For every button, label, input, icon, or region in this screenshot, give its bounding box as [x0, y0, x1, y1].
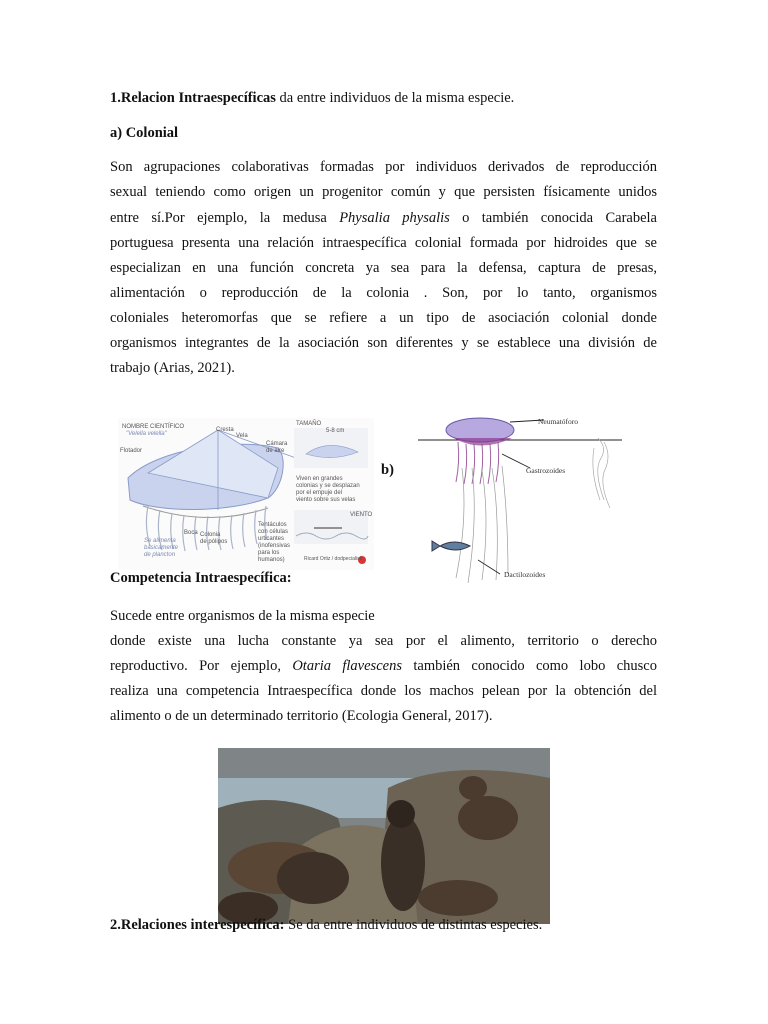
section1-heading-bold: 1.Relacion Intraespecíficas [110, 90, 276, 106]
competencia-heading [110, 566, 657, 592]
colonial-line-5: especializan en una función concreta ya sea para la defensa, captura de presas, [110, 260, 657, 276]
colonial-heading [110, 121, 657, 147]
colonial-line-3 [110, 206, 657, 232]
colonial-line-8: organismos integrantes de la asociación son diferentes y se establece una división de [110, 335, 657, 351]
label-neumatoforo: Neumatóforo [538, 417, 578, 426]
competencia-line-3-b: también conocido como lobo chusco [401, 658, 657, 674]
figure-credit: Ricard Ortiz / dodpecialisk [304, 556, 363, 562]
competencia-line-1: Sucede entre organismos de la misma especie [110, 608, 375, 624]
colonial-line-3-a: entre sí.Por ejemplo, la medusa [110, 210, 340, 226]
label-dactilozoides: Dactilozoides [504, 570, 546, 579]
colonial-line-9: trabajo (Arias, 2021). [110, 360, 235, 376]
competencia-line-3-a: reproductivo. Por ejemplo, [110, 658, 293, 674]
label-tentaculos: Tentáculos con células urticantes (inofensivas para los humanos) [258, 522, 291, 563]
colonial-line-1: Son agrupaciones colaborativas formadas por individuos derivados de reproducción [110, 159, 657, 175]
colonial-line-2: sexual teniendo como origen un progenitor común y que persisten físicamente unidos [110, 184, 657, 200]
label-viven: Viven en grandes colonias y se desplazan por el empuje del viento sobre sus velas [296, 476, 360, 503]
colonial-heading-text: a) Colonial [110, 125, 179, 141]
label-alimento: Se alimenta básicamente de plancton [144, 538, 179, 558]
figure-b-label: b) [381, 462, 394, 478]
physalia-drawing [418, 408, 622, 590]
sea-lion-photo [218, 748, 550, 924]
competencia-line-2: donde existe una lucha constante ya sea por el alimento, territorio o derecho [110, 633, 657, 649]
species-otaria: Otaria flavescens [292, 658, 402, 674]
scientific-name-label: NOMBRE CIENTÍFICO [122, 424, 185, 430]
competencia-line-3 [110, 654, 657, 680]
colonial-line-7: coloniales heteromorfas que se refiere a un tipo de asociación colonial donde [110, 310, 657, 326]
colonial-line-3-b: o también conocida Carabela [449, 210, 657, 226]
scientific-name-value: "Velella velella" [126, 431, 167, 437]
label-size: 5-8 cm [326, 428, 345, 434]
label-boca: Boca [184, 530, 198, 536]
section2-heading-bold: 2.Relaciones interespecífica: [110, 917, 285, 933]
colonial-line-4: portuguesa presenta una relación intraespecífica colonial formada por hidroides que se [110, 235, 657, 251]
colonial-line-6: alimentación o reproducción de la colonia . Son, por lo tanto, organismos [110, 285, 657, 301]
section2-heading-rest: Se da entre individuos de distintas especies. [284, 917, 543, 933]
section1-heading [110, 86, 657, 112]
section1-heading-rest: da entre individuos de la misma especie. [275, 90, 515, 106]
sea-lion-scene [218, 748, 550, 924]
competencia-line-5: alimento o de un determinado territorio (Ecologia General, 2017). [110, 708, 493, 724]
species-physalis: Physalia physalis [339, 210, 450, 226]
label-tamano: TAMAÑO [296, 421, 322, 427]
competencia-heading-text: Competencia Intraespecífica: [110, 570, 292, 586]
label-vela: Vela [236, 433, 248, 439]
competencia-line-4: realiza una competencia Intraespecífica donde los machos pelean por la obtención del [110, 683, 657, 699]
label-camara: Cámara de aire [266, 441, 288, 454]
label-viento: VIENTO [350, 512, 373, 518]
section2-heading [110, 913, 657, 939]
label-colonia: Colonia de pólipos [200, 532, 228, 545]
label-gastrozoides: Gastrozoides [526, 466, 566, 475]
physalia-illustration [418, 408, 622, 590]
label-flotador: Flotador [120, 448, 143, 454]
label-cresta: Cresta [216, 427, 234, 433]
velella-diagram [118, 418, 374, 570]
